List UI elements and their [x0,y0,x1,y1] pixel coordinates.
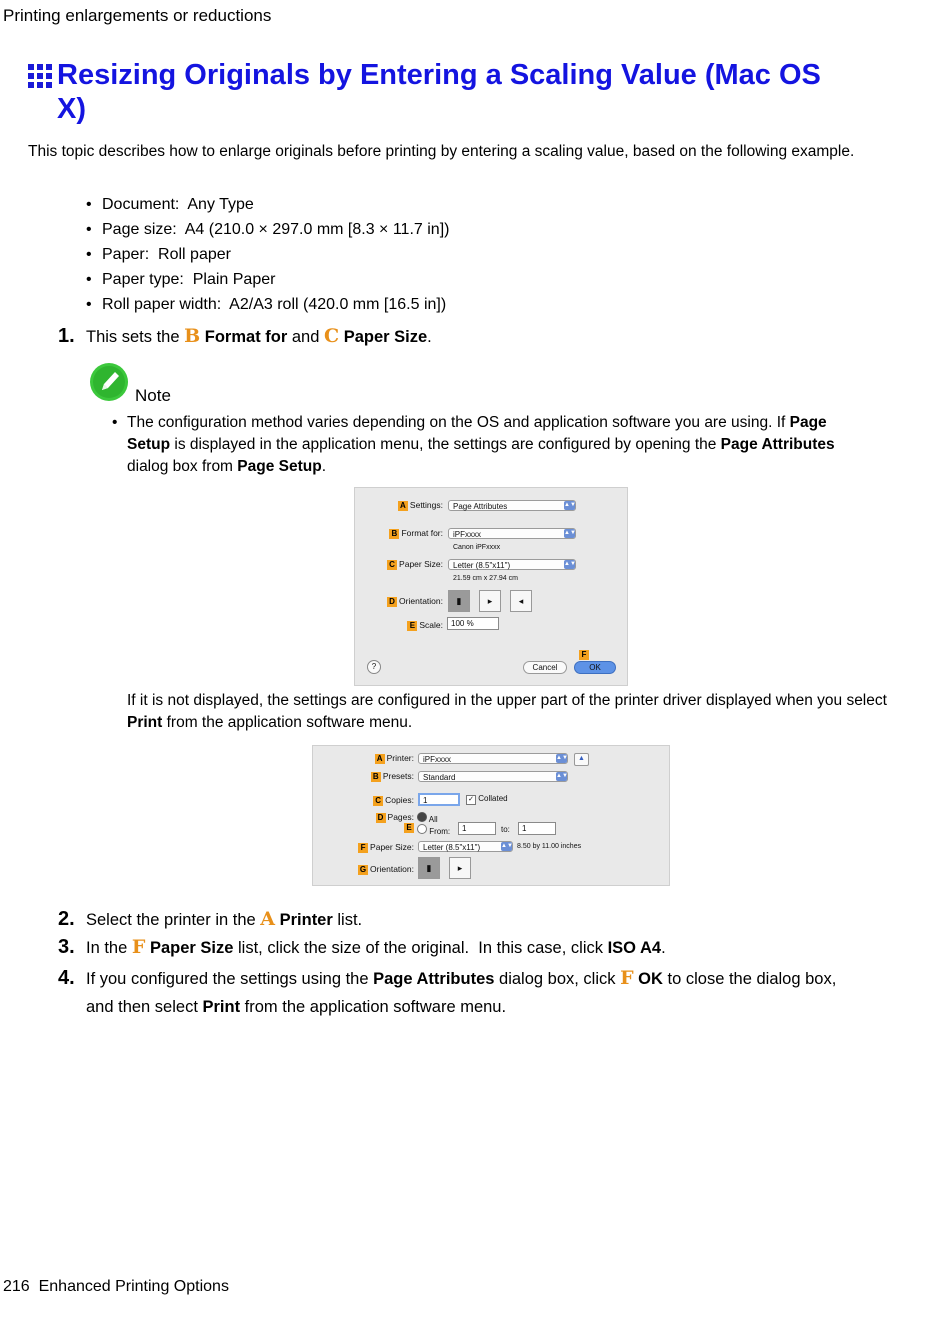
chevron-down-icon: ▲▼ [556,755,568,761]
page-title: Resizing Originals by Entering a Scaling Value (Mac OS X) [57,59,821,125]
page-attributes-dialog [354,487,628,686]
format-sub: Canon iPFxxxx [453,544,501,551]
orientation-label: G Orientation: [359,864,414,874]
orientation-label: D Orientation: [355,596,443,607]
chevron-down-icon: ▲▼ [556,773,568,779]
format-popup[interactable]: iPFxxxx ▲▼ [448,528,576,539]
printer-popup[interactable]: iPFxxxx ▲▼ [418,753,568,764]
cancel-button[interactable]: Cancel [523,661,567,674]
grid-icon [28,64,52,88]
section-name: Enhanced Printing Options [38,1278,229,1295]
running-header: Printing enlargements or reductions [3,6,272,25]
note-body: • The configuration method varies depending on the OS and application software you are using. If Page Setup is displayed in the application menu, the settings are configured by opening the Page Attributes dialog box from Page Setup. [112,414,835,475]
paper-size-popup[interactable]: Letter (8.5"x11") ▲▼ [418,841,513,852]
paper-size-sub: 21.59 cm x 27.94 cm [453,575,518,582]
pages-all-radio[interactable]: All [417,812,438,824]
step-1: 1. This sets the B Format for and C Paper Size. [58,325,432,347]
landscape-icon[interactable]: ▸ [449,857,471,879]
list-item: • Page size: A4 (210.0 × 297.0 mm [8.3 × 11.7 in]) [86,221,450,238]
format-label: B Format for: [355,528,443,539]
intro-paragraph: This topic describes how to enlarge originals before printing by entering a scaling value, based on the following example. [28,143,855,160]
step-4: 4. If you configured the settings using the Page Attributes dialog box, click F OK to close the dialog box, and then select Print from the application software menu. [58,967,837,1016]
expand-icon[interactable]: ▲ [574,753,589,766]
presets-popup[interactable]: Standard ▲▼ [418,771,568,782]
scale-input[interactable]: 100 % [447,617,499,630]
checkmark-icon: ✓ [466,795,476,805]
tag-e: E [404,823,414,833]
portrait-icon[interactable]: ▮ [448,590,470,612]
landscape-icon[interactable]: ▸ [479,590,501,612]
presets-label: B Presets: [313,771,414,782]
copies-input[interactable]: 1 [418,793,460,806]
to-input[interactable]: 1 [518,822,556,835]
tag-f: F [579,650,589,660]
landscape-reverse-icon[interactable]: ◂ [510,590,532,612]
list-item: • Roll paper width: A2/A3 roll (420.0 mm [16.5 in]) [86,296,447,313]
page-number: 216 [3,1278,30,1295]
chevron-down-icon: ▲▼ [564,502,576,508]
copies-label: C Copies: [313,795,414,806]
paragraph-print-dialog: If it is not displayed, the settings are configured in the upper part of the printer driver displayed when you select Print from the application software menu. [127,692,887,731]
ok-button[interactable]: OK [574,661,616,674]
paper-size-popup[interactable]: Letter (8.5"x11") ▲▼ [448,559,576,570]
chevron-down-icon: ▲▼ [564,530,576,536]
printer-label: A Printer: [313,753,414,764]
example-list [86,192,449,317]
collated-checkbox[interactable]: ✓ Collated [466,794,508,805]
list-item: • Document: Any Type [86,196,254,213]
settings-label: A Settings: [355,500,443,511]
paper-size-label: C Paper Size: [355,559,443,570]
from-input[interactable]: 1 [458,822,496,835]
paper-dims: 8.50 by 11.00 inches [517,843,582,850]
chevron-down-icon: ▲▼ [501,843,513,849]
pages-label: D Pages: [313,812,414,823]
portrait-icon[interactable]: ▮ [418,857,440,879]
note-label: Note [135,386,171,405]
paper-size-label: F Paper Size: [313,842,414,853]
pages-from-radio[interactable]: From: [417,824,450,836]
to-label: to: [501,825,510,834]
radio-icon [417,824,427,834]
scale-label: E Scale: [355,620,443,631]
print-dialog [312,745,670,886]
pencil-note-icon [89,362,129,402]
list-item: • Paper: Roll paper [86,246,231,263]
step-3: 3. In the F Paper Size list, click the size of the original. In this case, click ISO A4. [58,936,666,958]
step-2: 2. Select the printer in the A Printer list. [58,908,363,930]
chevron-down-icon: ▲▼ [564,561,576,567]
help-icon[interactable]: ? [367,660,381,674]
page-footer [3,1278,229,1296]
settings-popup[interactable]: Page Attributes ▲▼ [448,500,576,511]
radio-selected-icon [417,812,427,822]
list-item: • Paper type: Plain Paper [86,271,276,288]
